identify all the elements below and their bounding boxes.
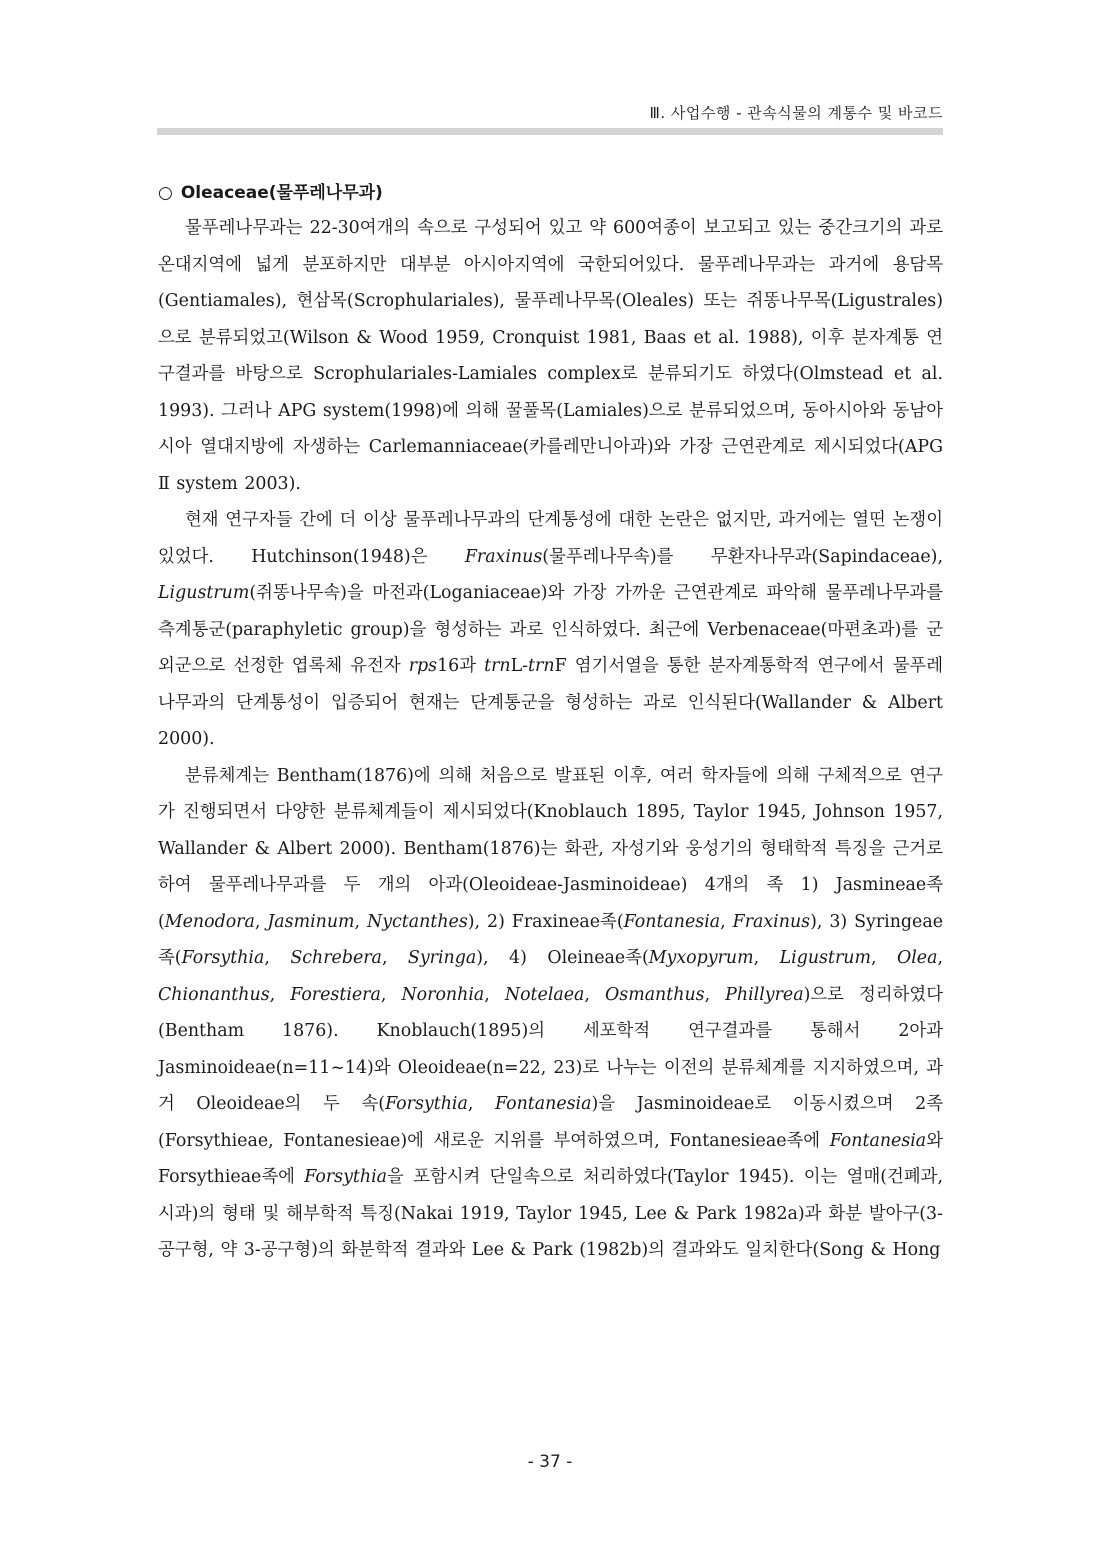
page-number: - 37 -	[527, 1452, 573, 1472]
running-header: Ⅲ. 사업수행 - 관속식물의 계통수 및 바코드	[649, 104, 943, 122]
paragraph-2: 현재 연구자들 간에 더 이상 물푸레나무과의 단계통성에 대한 논란은 없지만, 과거에는 열띤 논쟁이 있었다. Hutchinson(1948)은 Fraxinus(물푸레나무속)를 무환자나무과(Sapindaceae), Ligustrum(쥐똥나무속)을 마전과(Loganiaceae)와 가장 가까운 근연관계로 파악해 물푸레나무과를 측계통군(paraphyletic group)을 형성하는 과로 인식하였다. 최근에 Verbenaceae(마편초과)를 군외군으로 선정한 엽록체 유전자 rps16과 trnL-trnF 염기서열을 통한 분자계통학적 연구에서 물푸레나무과의 단계통성이 입증되어 현재는 단계통군을 형성하는 과로 인식된다(Wallander & Albert 2000).	[158, 510, 943, 749]
header-rule	[157, 128, 943, 135]
paragraph-1: 물푸레나무과는 22-30여개의 속으로 구성되어 있고 약 600여종이 보고되고 있는 중간크기의 과로 온대지역에 넓게 분포하지만 대부분 아시아지역에 국한되어있다. 물푸레나무과는 과거에 용담목(Gentiamales), 현삼목(Scrophulariales), 물푸레나무목(Oleales) 또는 쥐똥나무목(Ligustrales)으로 분류되었고(Wilson & Wood 1959, Cronquist 1981, Baas et al. 1988), 이후 분자계통 연구결과를 바탕으로 Scrophulariales-Lamiales complex로 분류되기도 하였다(Olmstead et al. 1993). 그러나 APG system(1998)에 의해 꿀풀목(Lamiales)으로 분류되었으며, 동아시아와 동남아시아 열대지방에 자생하는 Carlemanniaceae(카를레만니아과)와 가장 근연관계로 제시되었다(APG Ⅱ system 2003).	[158, 218, 943, 494]
page-body	[158, 176, 943, 1269]
section-title: Oleaceae(물푸레나무과)	[180, 183, 383, 203]
paragraph-3: 분류체계는 Bentham(1876)에 의해 처음으로 발표된 이후, 여러 학자들에 의해 구체적으로 연구가 진행되면서 다양한 분류체계들이 제시되었다(Knoblauch 1895, Taylor 1945, Johnson 1957, Wallander & Albert 2000). Bentham(1876)는 화관, 자성기와 웅성기의 형태학적 특징을 근거로 하여 물푸레나무과를 두 개의 아과(Oleoideae-Jasminoideae) 4개의 족 1) Jasmineae족(Menodora, Jasminum, Nyctanthes), 2) Fraxineae족(Fontanesia, Fraxinus), 3) Syringeae족(Forsythia, Schrebera, Syringa), 4) Oleineae족(Myxopyrum, Ligustrum, Olea, Chionanthus, Forestiera, Noronhia, Notelaea, Osmanthus, Phillyrea)으로 정리하였다(Bentham 1876). Knoblauch(1895)의 세포학적 연구결과를 통해서 2아과 Jasminoideae(n=11~14)와 Oleoideae(n=22, 23)로 나누는 이전의 분류체계를 지지하였으며, 과거 Oleoideae의 두 속(Forsythia, Fontanesia)을 Jasminoideae로 이동시켰으며 2족(Forsythieae, Fontanesieae)에 새로운 지위를 부여하였으며, Fontanesieae족에 Fontanesia와 Forsythieae족에 Forsythia을 포함시켜 단일속으로 처리하였다(Taylor 1945). 이는 열매(건폐과, 시과)의 형태 및 해부학적 특징(Nakai 1919, Taylor 1945, Lee & Park 1982a)과 화분 발아구(3-공구형, 약 3-공구형)의 화분학적 결과와 Lee & Park (1982b)의 결과와도 일치한다(Song & Hong	[158, 765, 944, 1260]
section-heading	[158, 176, 943, 210]
circle-bullet-icon: ○	[158, 183, 173, 203]
